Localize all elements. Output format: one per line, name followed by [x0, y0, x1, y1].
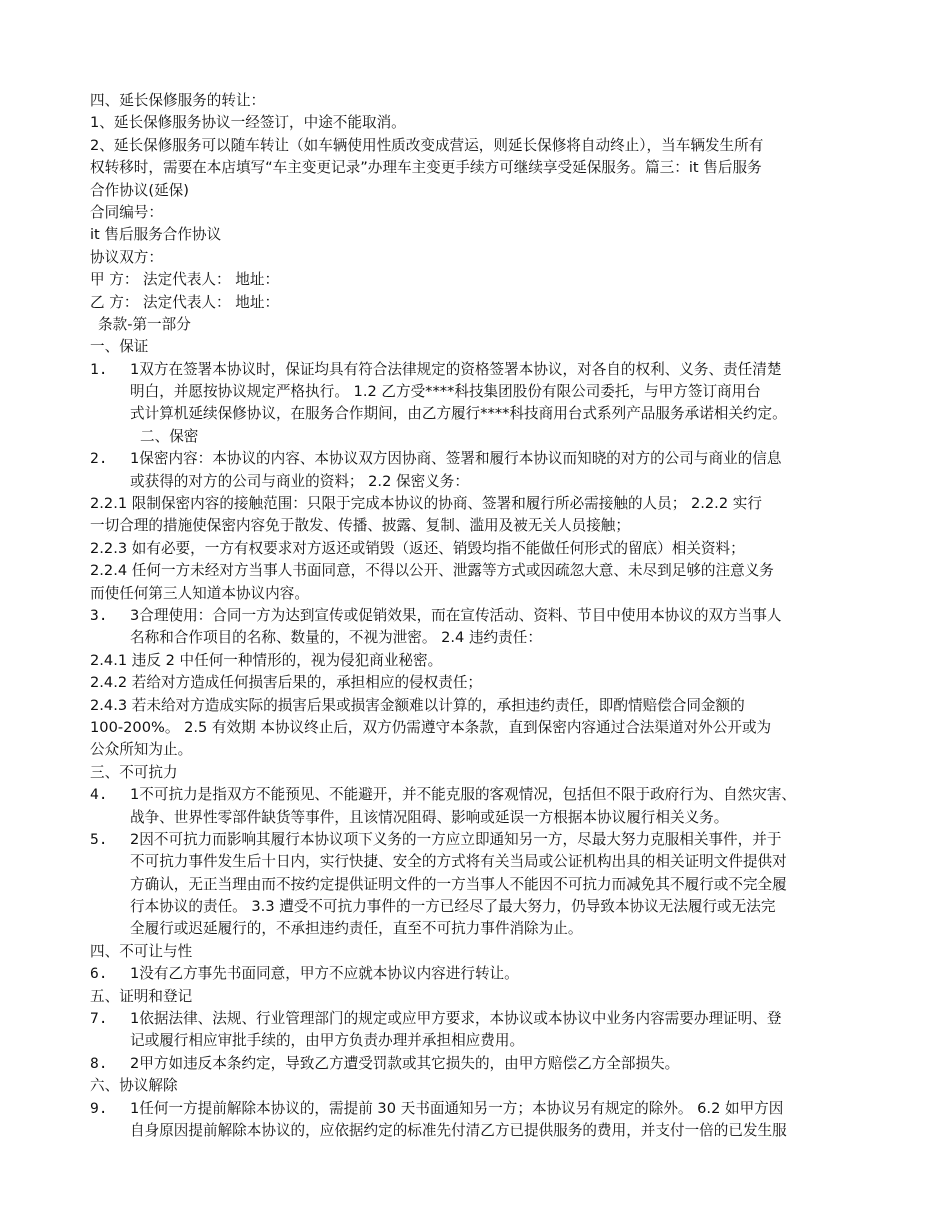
numbered-item-line — [90, 1053, 866, 1075]
text-line: 四、延长保修服务的转让： — [90, 92, 266, 109]
numbered-item-line — [90, 471, 866, 493]
numbered-item-line — [90, 1098, 866, 1120]
numbered-item-line — [90, 359, 866, 381]
item-text: 记或履行相应审批手续的，由甲方负责办理并承担相应费用。 — [130, 1032, 525, 1050]
item-number: 9. — [90, 1099, 108, 1117]
text-line: 2.4.3 若未给对方造成实际的损害后果或损害金额难以计算的，承担违约责任，即酌情赔偿合同金额的 — [90, 696, 745, 714]
item-text: 2因不可抗力而影响其履行本协议项下义务的一方应立即通知另一方，尽最大努力克服相关事件，并于 — [130, 830, 782, 848]
item-number: 8. — [90, 1054, 108, 1072]
text-line: 甲 方： 法定代表人： 地址： — [90, 271, 280, 289]
text-line: 合同编号： — [90, 203, 163, 221]
numbered-item-line — [90, 381, 866, 403]
item-text: 1双方在签署本协议时，保证均具有符合法律规定的资格签署本协议，对各自的权利、义务、责任清楚 — [130, 360, 782, 378]
item-text: 1不可抗力是指双方不能预见、不能避开，并不能克服的客观情况，包括但不限于政府行为、自然灾害、 — [130, 786, 797, 804]
text-line: it 售后服务合作协议 — [90, 226, 222, 244]
text-line: 2.2.4 任何一方未经对方当事人书面同意，不得以公开、泄露等方式或因疏忽大意、未尽到足够的注意义务 — [90, 562, 774, 580]
text-line: 一、保证 — [90, 338, 149, 356]
item-text: 二、保密 — [140, 427, 199, 445]
numbered-item-line — [90, 784, 866, 806]
text-line: 三、不可抗力 — [90, 763, 178, 781]
numbered-item-line — [90, 851, 866, 873]
item-text: 名称和合作项目的名称、数量的，不视为泄密。 2.4 违约责任： — [130, 629, 542, 647]
numbered-item-line — [90, 918, 866, 940]
numbered-item-line — [90, 448, 866, 470]
item-text: 1保密内容：本协议的内容、本协议双方因协商、签署和履行本协议而知晓的对方的公司与商业的信息 — [130, 450, 782, 468]
numbered-item-line — [90, 874, 866, 896]
numbered-item-line — [90, 963, 866, 985]
numbered-item-line — [90, 426, 866, 448]
item-text: 不可抗力事件发生后十日内，实行快捷、安全的方式将有关当局或公证机构出具的相关证明文件提供对 — [130, 853, 787, 871]
item-text: 全履行或迟延履行的，不承担违约责任，直至不可抗力事件消除为止。 — [130, 920, 583, 938]
item-text: 明白，并愿按协议规定严格执行。 1.2 乙方受****科技集团股份有限公司委托，与甲方签订商用台 — [130, 383, 761, 401]
numbered-item-line — [90, 1030, 866, 1052]
item-text: 1没有乙方事先书面同意，甲方不应就本协议内容进行转让。 — [130, 965, 519, 983]
item-text: 战争、世界性零部件缺货等事件，且该情况阻碍、影响或延误一方根据本协议履行相关义务。 — [130, 808, 729, 826]
text-line: 2.4.1 违反 2 中任何一种情形的，视为侵犯商业秘密。 — [90, 651, 443, 669]
item-text: 2甲方如违反本条约定，导致乙方遭受罚款或其它损失的，由甲方赔偿乙方全部损失。 — [130, 1054, 680, 1072]
text-line: 2.2.1 限制保密内容的接触范围：只限于完成本协议的协商、签署和履行所必需接触的人员； 2.2.2 实行 — [90, 495, 762, 513]
numbered-item-line — [90, 403, 866, 425]
text-line: 而使任何第三人知道本协议内容。 — [90, 584, 309, 602]
item-number: 6. — [90, 965, 108, 983]
numbered-item-line — [90, 605, 866, 627]
section-heading: 四、不可让与性 — [90, 942, 193, 960]
item-number: 7. — [90, 1010, 108, 1028]
item-text: 3合理使用：合同一方为达到宣传或促销效果，而在宣传活动、资料、节目中使用本协议的双方当事人 — [130, 606, 782, 624]
numbered-item-line — [90, 807, 866, 829]
text-line: 协议双方： — [90, 248, 163, 266]
section-heading: 六、协议解除 — [90, 1077, 178, 1095]
item-text: 或获得的对方的公司与商业的资料； 2.2 保密义务： — [130, 472, 469, 490]
item-text: 式计算机延续保修协议，在服务合作期间，由乙方履行****科技商用台式系列产品服务承诺相关约定。 — [130, 405, 787, 423]
item-text: 自身原因提前解除本协议的，应依据约定的标准先付清乙方已提供服务的费用，并支付一倍的已发生服 — [130, 1121, 787, 1139]
item-text: 1依据法律、法规、行业管理部门的规定或应甲方要求，本协议或本协议中业务内容需要办理证明、登 — [130, 1010, 782, 1028]
text-line: 一切合理的措施使保密内容免于散发、传播、披露、复制、滥用及被无关人员接触； — [90, 517, 630, 535]
item-number: 3. — [90, 606, 108, 624]
item-number: 2. — [90, 450, 108, 468]
text-line: 乙 方： 法定代表人： 地址： — [90, 293, 280, 311]
text-line: 合作协议(延保) — [90, 181, 189, 199]
item-number: 1. — [90, 360, 108, 378]
item-number: 5. — [90, 830, 108, 848]
item-text: 方确认，无正当理由而不按约定提供证明文件的一方当事人不能因不可抗力而减免其不履行或不完全履 — [130, 875, 787, 893]
text-line: 2.4.2 若给对方造成任何损害后果的，承担相应的侵权责任； — [90, 674, 483, 692]
item-text: 行本协议的责任。 3.3 遭受不可抗力事件的一方已经尽了最大努力，仍导致本协议无法履行或无法完 — [130, 898, 776, 916]
text-line: 2、延长保修服务可以随车转让（如车辆使用性质改变成营运，则延长保修将自动终止），当车辆发生所有 — [90, 136, 764, 154]
numbered-item-line — [90, 896, 866, 918]
text-line: 1、延长保修服务协议一经签订，中途不能取消。 — [90, 114, 406, 132]
numbered-item-line — [90, 627, 866, 649]
text-line: 公众所知为止。 — [90, 741, 193, 759]
item-text: 1任何一方提前解除本协议的，需提前 30 天书面通知另一方；本协议另有规定的除外。 6.2 如甲方因 — [130, 1099, 784, 1117]
numbered-item-line — [90, 1008, 866, 1030]
text-line: 2.2.3 如有必要，一方有权要求对方返还或销毁（返还、销毁均指不能做任何形式的留底）相关资料； — [90, 539, 745, 557]
section-heading: 五、证明和登记 — [90, 987, 193, 1005]
item-number: 4. — [90, 786, 108, 804]
numbered-item-line — [90, 829, 866, 851]
numbered-item-line — [90, 1120, 866, 1142]
text-line: 100-200%。 2.5 有效期 本协议终止后，双方仍需遵守本条款，直到保密内容通过合法渠道对外公开或为 — [90, 718, 772, 736]
document-body — [90, 90, 866, 1142]
text-line: 权转移时，需要在本店填写“车主变更记录”办理车主变更手续方可继续享受延保服务。篇三：it 售后服务 — [90, 159, 762, 177]
text-line: 条款-第一部分 — [98, 315, 191, 333]
